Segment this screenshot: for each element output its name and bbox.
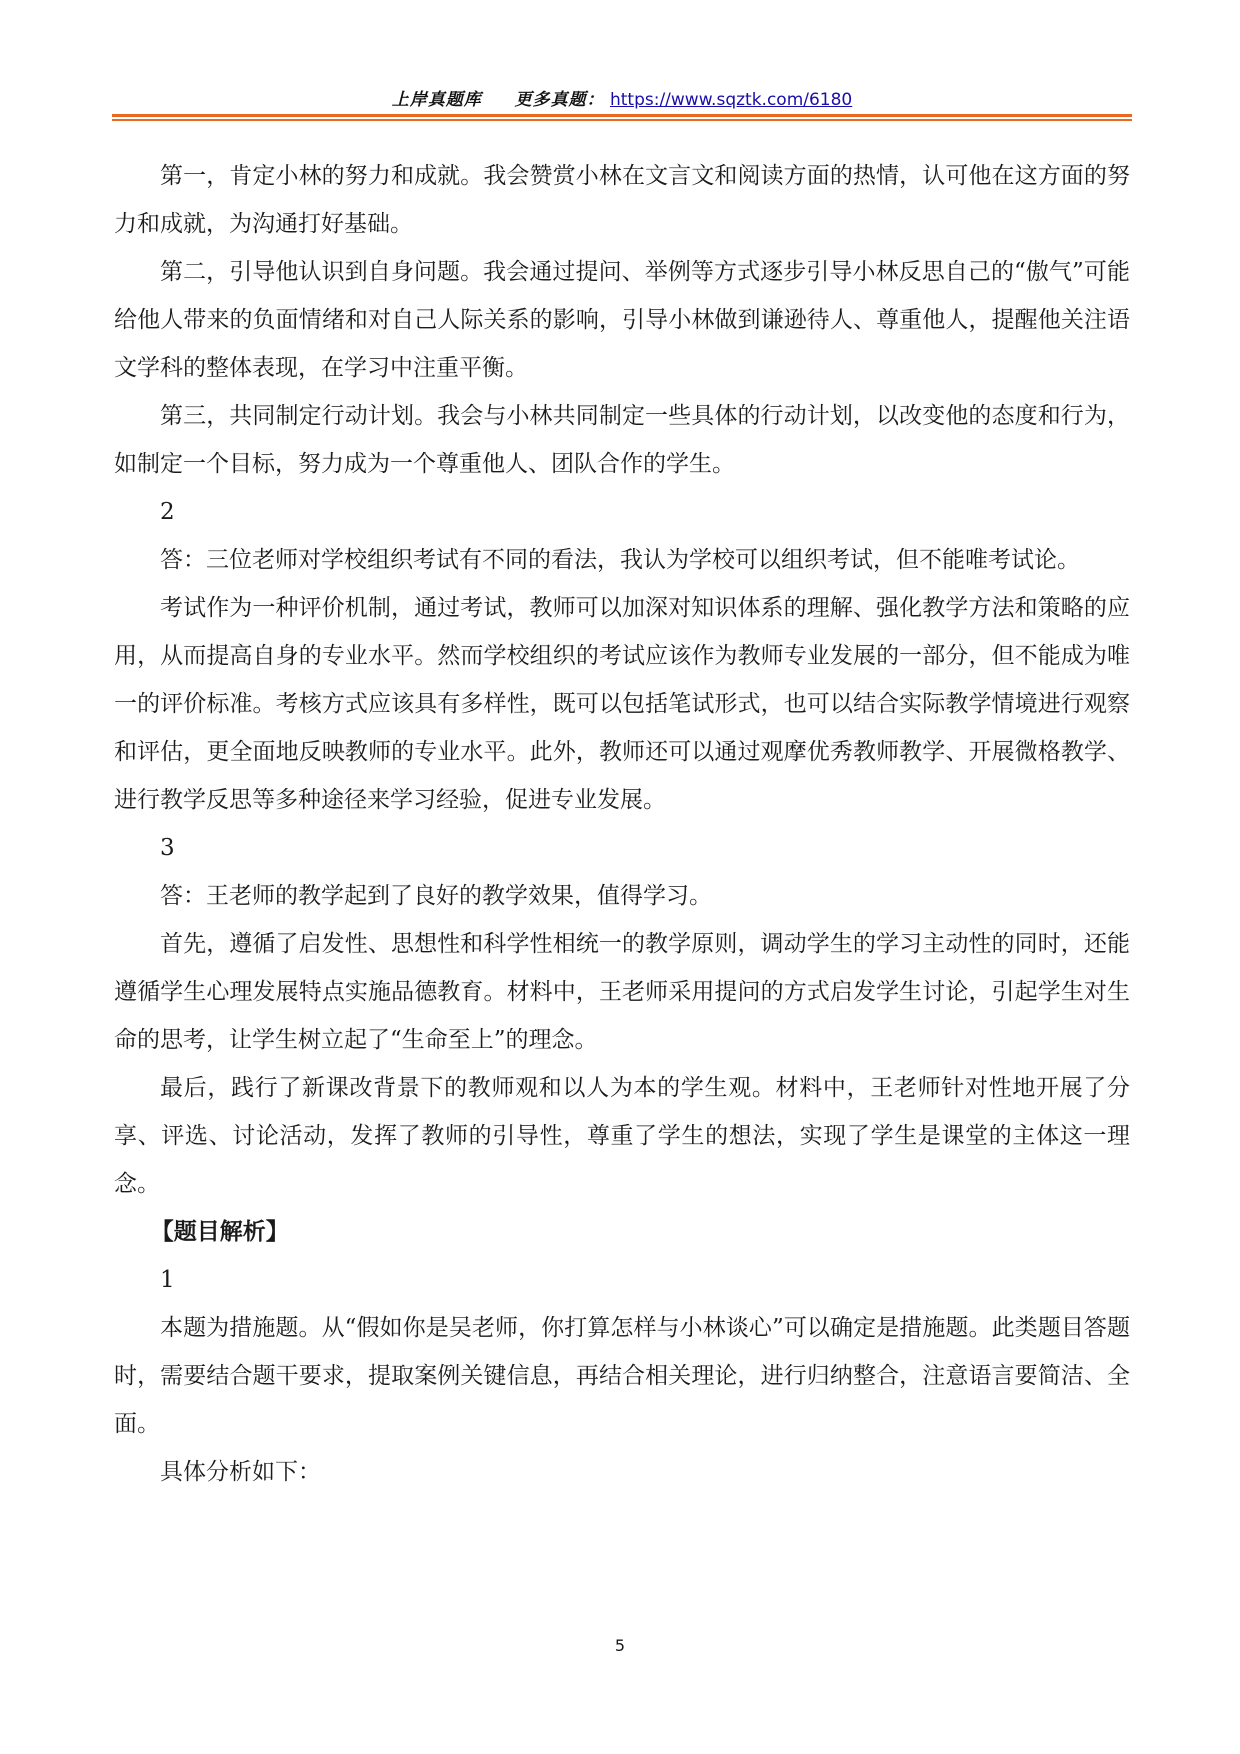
paragraph: 最后，践行了新课改背景下的教师观和以人为本的学生观。材料中，王老师针对性地开展了分享、评选、讨论活动，发挥了教师的引导性，尊重了学生的想法，实现了学生是课堂的主体这一理念。 xyxy=(114,1075,1130,1197)
header-link[interactable]: https://www.sqztk.com/6180 xyxy=(609,90,853,110)
header-brand: 上岸真题库 xyxy=(391,90,482,110)
paragraph: 具体分析如下： xyxy=(160,1459,321,1485)
paragraph: 答：王老师的教学起到了良好的教学效果，值得学习。 xyxy=(160,883,712,909)
header-rule-thin xyxy=(112,119,1132,121)
paragraph: 第三，共同制定行动计划。我会与小林共同制定一些具体的行动计划，以改变他的态度和行为，如制定一个目标，努力成为一个尊重他人、团队合作的学生。 xyxy=(114,403,1130,477)
header-rule-thick xyxy=(112,114,1132,117)
page-number: 5 xyxy=(614,1636,626,1655)
paragraph: 首先，遵循了启发性、思想性和科学性相统一的教学原则，调动学生的学习主动性的同时，还能遵循学生心理发展特点实施品德教育。材料中，王老师采用提问的方式启发学生讨论，引起学生对生命的思考，让学生树立起了“生命至上”的理念。 xyxy=(114,931,1130,1053)
header-more-label: 更多真题： xyxy=(514,90,605,110)
paragraph: 第一，肯定小林的努力和成就。我会赞赏小林在文言文和阅读方面的热情，认可他在这方面的努力和成就，为沟通打好基础。 xyxy=(114,163,1130,237)
paragraph: 第二，引导他认识到自身问题。我会通过提问、举例等方式逐步引导小林反思自己的“傲气”可能给他人带来的负面情绪和对自己人际关系的影响，引导小林做到谦逊待人、尊重他人，提醒他关注语文学科的整体表现，在学习中注重平衡。 xyxy=(114,259,1130,381)
page-header xyxy=(114,88,1130,112)
paragraph: 答：三位老师对学校组织考试有不同的看法，我认为学校可以组织考试，但不能唯考试论。 xyxy=(160,547,1080,573)
section-heading: 【题目解析】 xyxy=(150,1219,289,1245)
question-number: 3 xyxy=(160,835,175,861)
paragraph: 本题为措施题。从“假如你是吴老师，你打算怎样与小林谈心”可以确定是措施题。此类题目答题时，需要结合题干要求，提取案例关键信息，再结合相关理论，进行归纳整合，注意语言要简洁、全面。 xyxy=(114,1315,1130,1437)
question-number: 1 xyxy=(160,1267,175,1293)
question-number: 2 xyxy=(160,499,175,525)
paragraph: 考试作为一种评价机制，通过考试，教师可以加深对知识体系的理解、强化教学方法和策略的应用，从而提高自身的专业水平。然而学校组织的考试应该作为教师专业发展的一部分，但不能成为唯一的评价标准。考核方式应该具有多样性，既可以包括笔试形式，也可以结合实际教学情境进行观察和评估，更全面地反映教师的专业水平。此外，教师还可以通过观摩优秀教师教学、开展微格教学、进行教学反思等多种途径来学习经验，促进专业发展。 xyxy=(114,595,1130,813)
document-body xyxy=(114,152,1130,1496)
